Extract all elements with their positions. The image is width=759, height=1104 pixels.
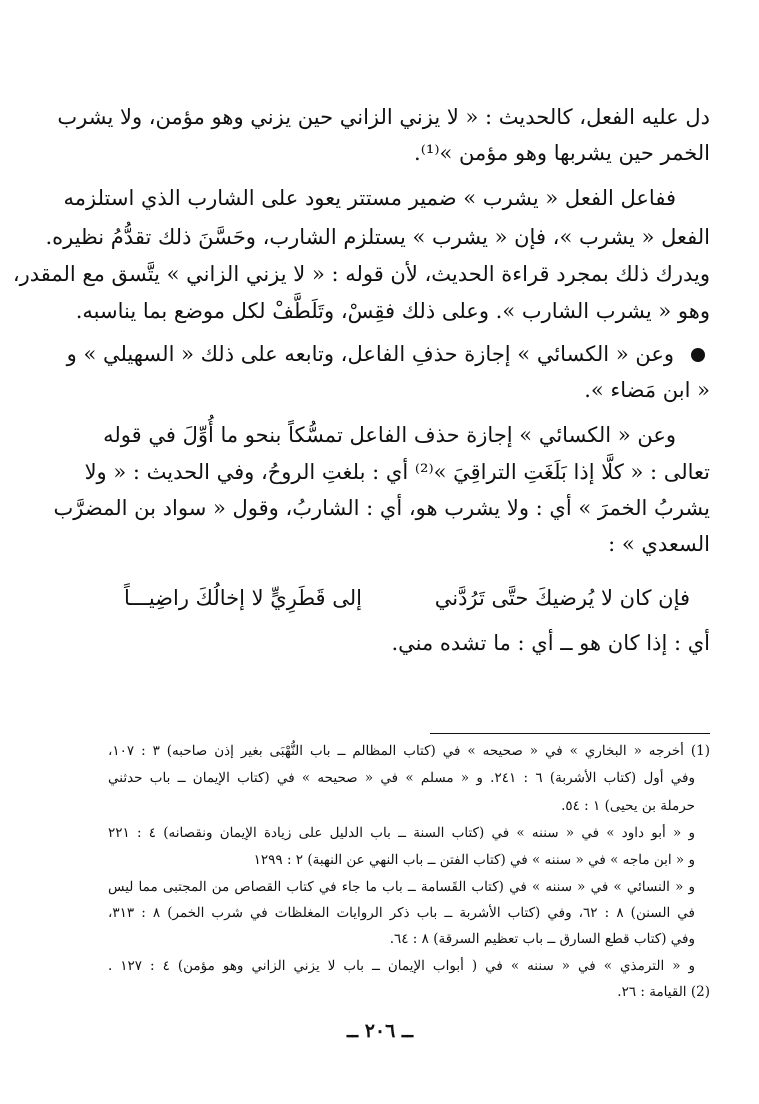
verse-second-hemistich: إلى قَطَرِيٍّ لا إخالُكَ راضِيـــاً (123, 586, 362, 610)
footnote-1-line-7: في السنن) ٨ : ٦٢، وفي (كتاب الأشربة ــ باب ذكر الروايات المغلظات في شرب الخمر) ٨ : ٣١٣، (108, 905, 696, 921)
page-number: ــ ٢٠٦ ــ (346, 1020, 414, 1042)
paragraph-1-line-1: دل عليه الفعل، كالحديث : « لا يزني الزاني حين يزني وهو مؤمن، ولا يشرب (57, 105, 710, 129)
paragraph-4-line-4: السعدي » : (608, 532, 710, 556)
after-verse-line: أي : إذا كان هو ــ أي : ما تشده مني. (391, 631, 710, 655)
paragraph-3-line-1: وعن « الكسائي » إجازة حذفِ الفاعل، وتابعه على ذلك « السهيلي » و (66, 342, 674, 366)
footnote-1-line-3: حرملة بن يحيى) ١ : ٥٤. (561, 798, 695, 814)
paragraph-2-line-3: ويدرك ذلك بمجرد قراءة الحديث، لأن قوله : « لا يزني الزاني » يتَّسق مع المقدر، (12, 262, 710, 286)
footnote-1-line-4: و « أبو داود » في « سننه » في (كتاب السنة ــ باب الدليل على زيادة الإيمان ونقصانه) ٤ : ٢٢١ (108, 825, 695, 841)
footnote-2-line-1: (2) القيامة : ٢٦. (617, 984, 710, 1000)
footnote-1-line-8: وفي (كتاب قطع السارق ــ باب تعظيم السرقة) ٨ : ٦٤. (389, 931, 695, 947)
verse-first-hemistich: فإن كان لا يُرضيكَ حتَّى تَرُدَّني (434, 586, 690, 610)
paragraph-2-line-1: ففاعل الفعل « يشرب » ضمير مستتر يعود على الشارب الذي استلزمه (63, 186, 676, 210)
footnote-1-line-2: وفي أول (كتاب الأشربة) ٦ : ٢٤١. و « مسلم » في « صحيحه » في (كتاب الإيمان ــ باب حدثني (108, 770, 696, 786)
paragraph-3-line-2: « ابن مَضاء ». (584, 378, 710, 402)
footnote-1-line-5: و « ابن ماجه » في « سننه » في (كتاب الفتن ــ باب النهي عن النهبة) ٢ : ١٢٩٩ (253, 852, 695, 868)
footnote-1-line-9: و « الترمذي » في « سننه » في ( أبواب الإيمان ــ باب لا يزني الزاني وهو مؤمن) ٤ : ١٢٧ . (108, 958, 695, 974)
paragraph-2-line-4: وهو « يشرب الشارب ». وعلى ذلك فقِسْ، وتَلَطَّفْ لكل موضع بما يناسبه. (75, 299, 710, 323)
bullet-dot-icon (691, 348, 705, 362)
paragraph-4-line-1: وعن « الكسائي » إجازة حذف الفاعل تمسُّكاً بنحو ما أُوِّلَ في قوله (103, 423, 676, 447)
paragraph-1-line-2: الخمر حين يشربها وهو مؤمن »⁽¹⁾. (414, 141, 710, 165)
paragraph-2-line-2: الفعل « يشرب »، فإن « يشرب » يستلزم الشارب، وحَسَّنَ ذلك تقدُّمُ نظيره. (45, 225, 710, 249)
footnote-1-line-6: و « النسائي » في « سننه » في (كتاب القَسامة ــ باب ما جاء في كتاب القصاص من المجتبى مما ليس (108, 879, 695, 895)
footnote-1-line-1: (1) أخرجه « البخاري » في « صحيحه » في (كتاب المظالم ــ باب النُّهْبَى بغير إذن صاحبه) ٣ : ١٠٧، (108, 743, 710, 759)
paragraph-4-line-3: يشربُ الخمرَ » أي : ولا يشرب هو، أي : الشاربُ، وقول « سواد بن المضرَّب (53, 496, 710, 520)
footnote-separator (430, 733, 710, 734)
paragraph-4-line-2: تعالى : « كلَّا إذا بَلَغَتِ التراقِيَ »⁽²⁾ أي : بلغتِ الروحُ، وفي الحديث : « ولا (84, 460, 710, 484)
